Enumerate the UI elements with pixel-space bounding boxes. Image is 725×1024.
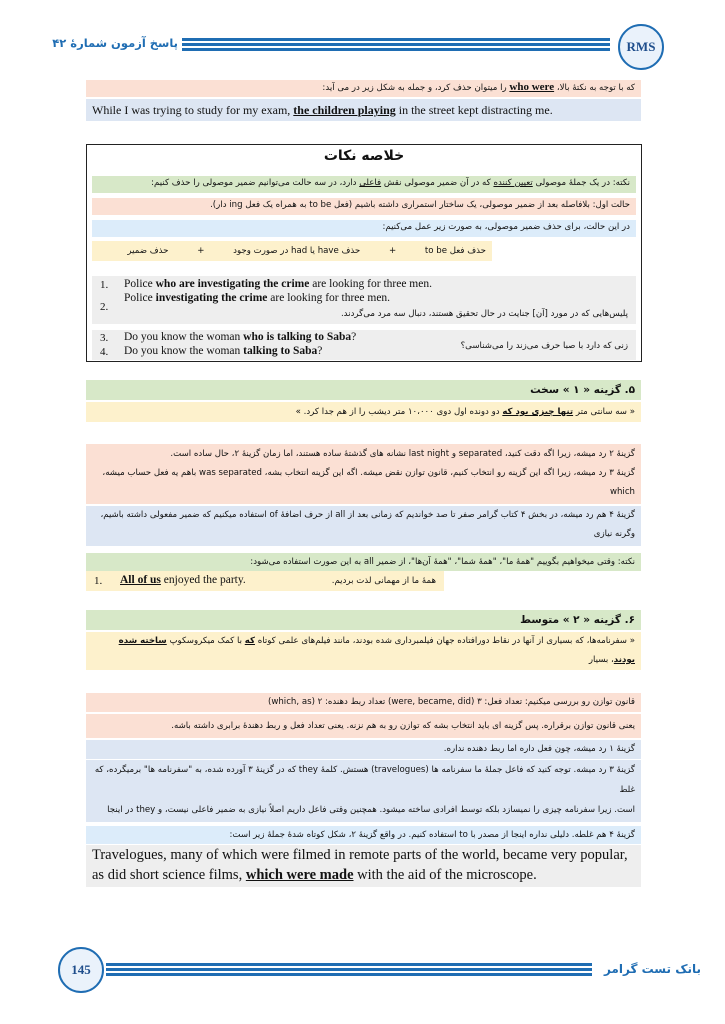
q5-note: نکته: وقتی میخواهیم بگوییم "همۀ ما"، "همۀ شما"، "همۀ آن‌ها"، از ضمیر all به این صورت استفاده می‌شود: <box>86 553 641 571</box>
summary-case1-sub: در این حالت، برای حذف ضمیر موصولی، به صورت زیر عمل می‌کنیم: <box>92 220 636 237</box>
q6-quote-mid: با کمک میکروسکوپ <box>169 636 243 646</box>
q6-exp2: یعنی قانون توازن برقراره. پس گزینه ای باید انتخاب بشه که توازن رو به هم نزنه. یعنی تعداد فعل و ربط دهندۀ برابری داشته باشه. <box>86 714 641 738</box>
intro-note-pre: که با توجه به نکتۀ بالا، <box>556 83 635 93</box>
q6-quote-post: ، بسیار <box>588 655 614 665</box>
ex3-num: 3. <box>100 332 109 344</box>
rms-badge-text: RMS <box>626 39 656 54</box>
note1-pre: نکته: در یک جملۀ موصولی <box>535 178 630 188</box>
ex3-bold: who is talking to Saba <box>243 331 352 343</box>
q5-example <box>86 571 444 591</box>
ex1-bold: who are investigating the crime <box>155 278 310 290</box>
q6-final-post: with the aid of the microscope. <box>353 867 537 883</box>
q6-exp3: گزینۀ ۱ رد میشه، چون فعل داره اما ربط دهنده نداره. <box>86 740 641 759</box>
footer-book-title: بانک تست گرامر <box>603 962 701 976</box>
q6-exp4 <box>86 760 641 822</box>
ex3-text <box>124 331 356 343</box>
ex1-num: 1. <box>100 279 109 291</box>
q5-exp2a: گزینۀ ۳ رد میشه، زیرا اگه این گزینه رو انتخاب کنیم، قانون توازن نقض میشه. اگه این گزینه انتخاب بشه، was separated باهم یه فعل حساب میشه، which <box>102 468 635 497</box>
q5-ex-post: enjoyed the party. <box>160 574 246 586</box>
header-rule <box>182 36 610 54</box>
q6-quote-bold2: ساخته شده بودند <box>118 636 635 665</box>
ex4-text <box>124 345 322 357</box>
q5-heading: ۵. گزینه « ۱ » سخت <box>86 380 641 400</box>
ex4-pre: Do you know the woman <box>124 345 244 357</box>
formula-3: + <box>197 246 205 256</box>
q6-quote-pre: « سفرنامه‌ها، که بسیاری از آنها در نقاط دورافتاده جهان فیلمبرداری شده بودند، مانند فیلم‌های علمی کوتاه <box>257 636 635 646</box>
ex2-bold: investigating the crime <box>155 292 268 304</box>
ex3-pre: Do you know the woman <box>124 331 244 343</box>
footer-rule <box>106 963 592 981</box>
q5-quote-bold: تنها چیزی بود که <box>502 407 574 417</box>
ex4-post: ? <box>317 345 323 357</box>
summary-formula <box>92 241 492 261</box>
formula-0: حذف فعل to be <box>424 246 486 256</box>
q5-quote-pre: « سه سانتی متر <box>575 407 635 417</box>
ex4-num: 4. <box>100 346 109 358</box>
q6-final-line1: Travelogues, many of which were filmed in remote parts of the world, became very popular, <box>92 847 628 863</box>
ex2-text <box>124 292 390 304</box>
q6-quote-line1 <box>92 632 635 670</box>
note1-u: تعیین کننده <box>493 178 533 188</box>
intro-example-pre: While I was trying to study for my exam, <box>92 103 294 117</box>
q5-exp3b <box>92 544 635 546</box>
ex1-post: are looking for three men. <box>309 278 432 290</box>
rms-badge <box>618 24 664 70</box>
q5-exp2b <box>92 502 635 504</box>
note1-mid: که در آن ضمیر موصولی نقش <box>383 178 491 188</box>
q5-ex-fa: همۀ ما از مهمانی لذت بردیم. <box>331 576 436 586</box>
q6-exp1: قانون توازن رو بررسی میکنیم: تعداد فعل: ۳ (were, became, did) تعداد ربط دهنده: ۲ (which, as) <box>86 693 641 712</box>
q5-exp3a: گزینۀ ۴ هم رد میشه، در بخش ۴ کتاب گرامر صفر تا صد خواندیم که زمانی بعد از all از حرف اضافۀ of استفاده میکنیم که ضمیر مفعولی داشته باشیم، وگرنه نیازی <box>100 510 635 539</box>
q5-ex-num: 1. <box>94 575 103 587</box>
summary-case1: حالت اول: بلافاصله بعد از ضمیر موصولی، یک ساختار استمراری داشته باشیم (فعل to be به همراه یک فعل ing دار). <box>92 198 636 215</box>
q6-final-pre: as did short science films, <box>92 867 246 883</box>
intro-example <box>86 99 641 121</box>
q5-quote <box>86 402 641 422</box>
ex3-post: ? <box>351 331 357 343</box>
q5-quote-post: دو دونده اول دوی ۱۰،۰۰۰ متر دیشب را از هم جدا کرد. » <box>295 407 500 417</box>
summary-note1 <box>92 176 636 193</box>
q6-final <box>86 845 641 887</box>
ex34-fa: زنی که دارد با صبا حرف می‌زند را می‌شناسی؟ <box>460 341 628 351</box>
note1-post: دارد، در سه حالت می‌توانیم ضمیر موصولی را حذف کنیم: <box>151 178 357 188</box>
q6-heading: ۶. گزینه « ۲ » متوسط <box>86 610 641 630</box>
formula-1: + <box>388 246 397 256</box>
ex1-pre: Police <box>124 278 156 290</box>
page-number: 145 <box>71 962 91 977</box>
ex2-fa: پلیس‌هایی که در مورد [آن] جنایت در حال تحقیق هستند، دنبال سه مرد می‌گردند. <box>340 309 628 319</box>
q5-ex-text <box>120 574 246 586</box>
q6-quote <box>86 632 641 670</box>
summary-ex12 <box>92 276 636 324</box>
ex2-pre: Police <box>124 292 156 304</box>
intro-note-post: را میتوان حذف کرد، و جمله به شکل زیر در می آید: <box>322 83 507 93</box>
q5-exp3 <box>86 506 641 546</box>
q6-quote-bold1: که <box>244 636 255 646</box>
q6-final-line2 <box>92 865 635 885</box>
q6-exp4a: گزینۀ ۳ رد میشه. توجه کنید که فاعل جملۀ ما سفرنامه ها (travelogues) هستش. کلمۀ they که در گزینۀ ۳ آورده شده، به "سفرنامه ها" برمیگرده، که غلط <box>94 765 635 795</box>
q5-exp1: گزینۀ ۲ رد میشه، زیرا اگه دقت کنید، separated و last night نشانه های گذشتۀ ساده هستند، اما زمان گزینۀ ۲، حال ساده است. <box>86 444 641 464</box>
summary-ex34 <box>92 330 636 360</box>
ex1-text <box>124 278 432 290</box>
q6-exp4b: است. زیرا سفرنامه چیزی را نمیسازد بلکه توسط افرادی ساخته میشود. همچنین وقتی فاعل داریم اصلاً نیازی به ضمیر فاعلی نیست، و they در اینجا <box>107 805 635 815</box>
q6-exp5: گزینۀ ۴ هم غلطه. دلیلی نداره اینجا از مصدر با to استفاده کنیم. در واقع گزینۀ ۲، شکل کوتاه شدۀ جملۀ زیر است: <box>86 826 641 844</box>
formula-4: حذف ضمیر <box>127 246 169 256</box>
intro-example-bold: the children playing <box>293 103 396 117</box>
ex4-bold: talking to Saba <box>243 345 318 357</box>
header-title: پاسخ آزمون شمارۀ ۴۲ <box>52 36 178 50</box>
note1-u2: فاعلی <box>359 178 382 188</box>
summary-title: خلاصه نکات <box>323 148 405 164</box>
q6-final-bold: which were made <box>245 867 354 883</box>
q5-exp2 <box>86 464 641 504</box>
intro-note <box>86 80 641 97</box>
page-number-badge <box>58 947 104 993</box>
ex2-post: are looking for three men. <box>267 292 391 304</box>
q5-ex-bold: All of us <box>120 574 161 586</box>
formula-2: حذف have یا had در صورت وجود <box>233 246 361 256</box>
intro-example-post: in the street kept distracting me. <box>395 103 553 117</box>
intro-note-bold: who were <box>509 81 555 93</box>
ex2-num: 2. <box>100 301 109 313</box>
